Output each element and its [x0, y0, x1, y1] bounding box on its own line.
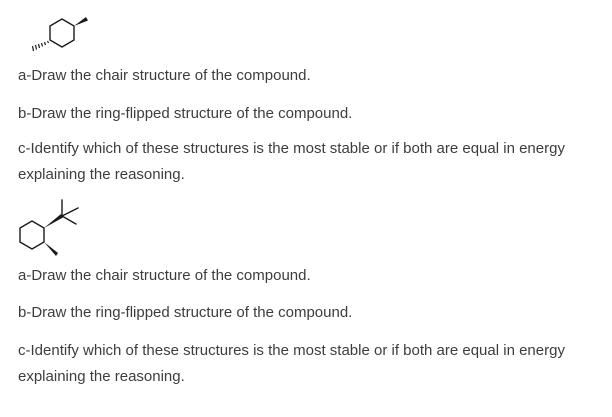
cyclohexane-structure-2-icon — [14, 194, 104, 258]
tert-butyl-branches — [62, 200, 78, 224]
section1-question-c: c-Identify which of these structures is the most stable or if both are equal in energy explaining the reasoning. — [18, 140, 565, 183]
cyclohexane-ring — [20, 221, 44, 249]
section2-question-c: c-Identify which of these structures is the most stable or if both are equal in energy explaining the reasoning. — [18, 342, 565, 385]
cyclohexane-structure-1-icon — [12, 8, 96, 58]
section1-question-a: a-Draw the chair structure of the compound. — [18, 67, 311, 84]
hashed-bond — [33, 41, 49, 51]
methyl-wedge — [44, 242, 58, 256]
wedge-bond — [74, 17, 88, 26]
section2-question-b: b-Draw the ring-flipped structure of the compound. — [18, 304, 353, 321]
section2-question-a: a-Draw the chair structure of the compound. — [18, 267, 311, 284]
cyclohexane-ring — [50, 19, 74, 47]
section1-question-b: b-Draw the ring-flipped structure of the compound. — [18, 105, 353, 122]
tert-butyl-wedge — [44, 214, 63, 228]
